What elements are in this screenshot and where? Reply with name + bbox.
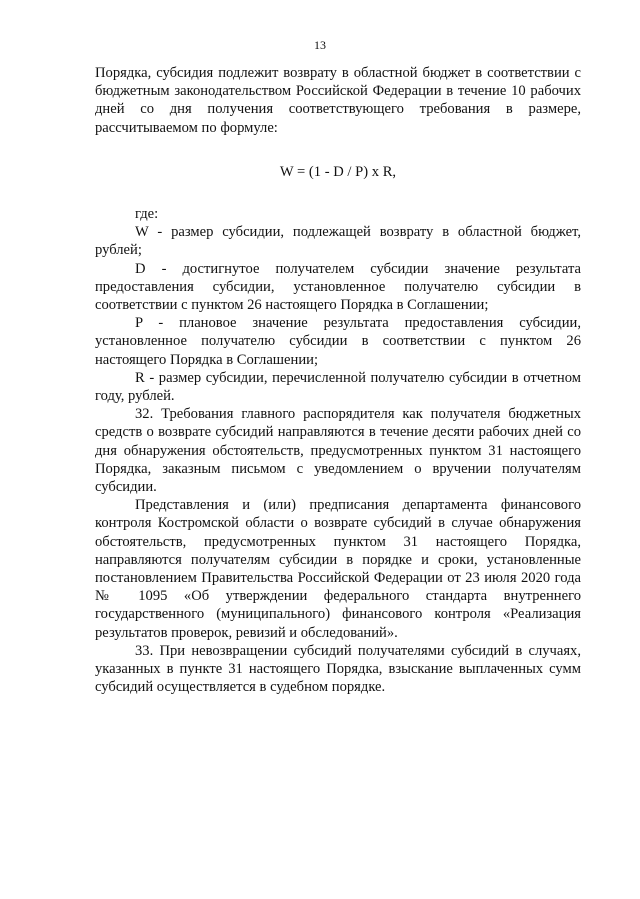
document-body [95,64,581,697]
paragraph-control-submissions: Представления и (или) предписания департамента финансового контроля Костромской области о возврате субсидий в случае обнаружения обстоятельств, предусмотренных пунктом 31 настоящего Порядка, направляются получателям субсидии в порядке и сроки, установленные постановлением Правительства Российской Федерации от 23 июля 2020 года № 1095 «Об утверждении федерального стандарта внутреннего государственного (муниципального) финансового контроля «Реализация результатов проверок, ревизий и обследований». [95,497,581,641]
paragraph-33: 33. При невозвращении субсидий получателями субсидий в случаях, указанных в пункте 31 настоящего Порядка, взыскание выплаченных сумм субсидий осуществляется в судебном порядке. [95,642,581,696]
formula: W = (1 - D / P) x R, [279,163,397,180]
definition-r: R - размер субсидии, перечисленной получателю субсидии в отчетном году, рублей. [95,369,581,405]
paragraph-where: где: [135,206,159,223]
definition-w: W - размер субсидии, подлежащей возврату в областной бюджет, рублей; [95,224,581,259]
definition-d: D - достигнутое получателем субсидии значение результата предоставления субсидии, установленное получателю субсидии в соответствии с пунктом 26 настоящего Порядка в Соглашении; [95,260,581,314]
page-number: 13 [314,38,326,52]
paragraph-32: 32. Требования главного распорядителя как получателя бюджетных средств о возврате субсидий направляются в течение десяти рабочих дней со дня обнаружения обстоятельств, предусмотренных пунктом 31 настоящего Порядка, заказным письмом с уведомлением о вручении получателям субсидии. [95,406,581,496]
definition-p: P - плановое значение результата предоставления субсидии, установленное получателю субсидии в соответствии с пунктом 26 настоящего Порядка в Соглашении; [95,315,581,368]
paragraph-return-intro: Порядка, субсидия подлежит возврату в областной бюджет в соответствии с бюджетным законодательством Российской Федерации в течение 10 рабочих дней со дня получения соответствующего требования в размере, рассчитываемом по формуле: [95,65,581,136]
